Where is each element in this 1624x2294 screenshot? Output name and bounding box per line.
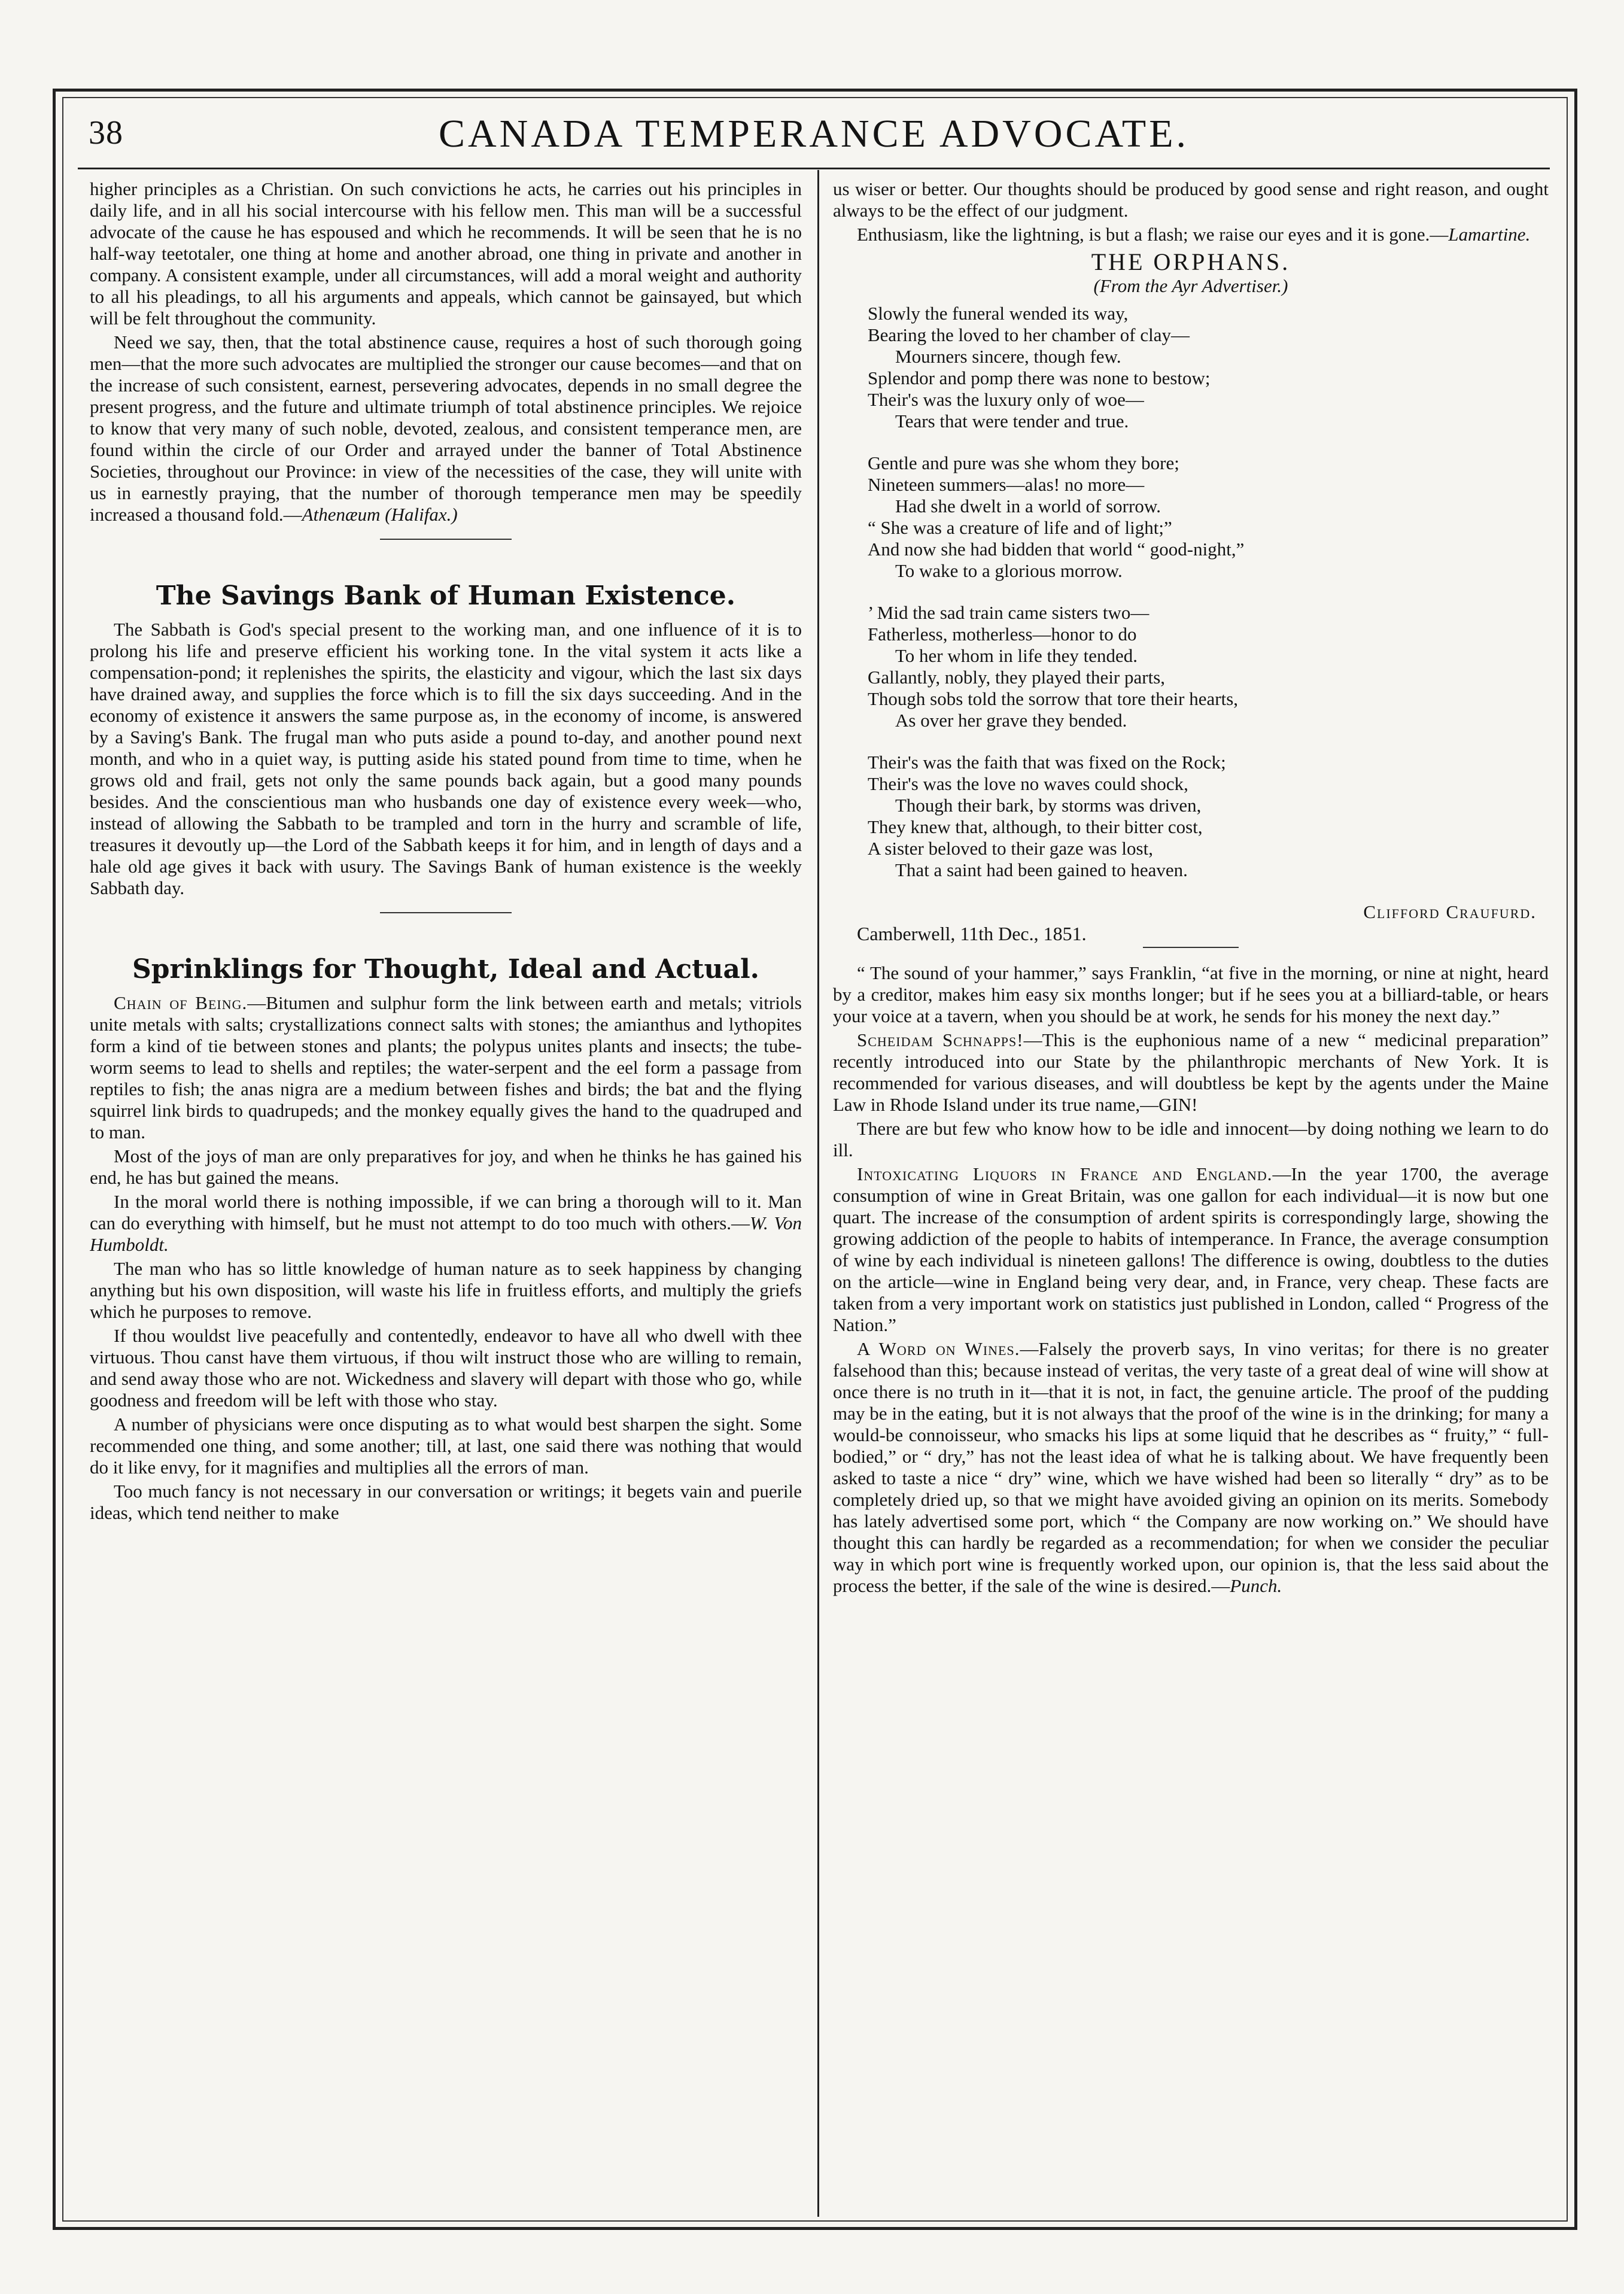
savings-bank-paragraph: The Sabbath is God's special present to the working man, and one influence of it is to prolong his life and preserve efficient his working tone. In the vital system it acts like a compensation-pond; it replenishes the spirits, the elasticity and vigour, which the last six days have drained away, and supplies the force which is to fill the six days succeeding. And in the economy of existence it answers the same purpose as, in the economy of income, is answered by a Saving's Bank. The frugal man who puts aside a pound to-day, and another pound next month, and who in a quiet way, is putting aside his stated pound from time to time, when he grows old and frail, gets not only the same pounds back again, but a good many pounds besides. And the conscientious man who husbands one day of existence every week—who, instead of allowing the Sabbath to be trampled and torn in the hurry and scramble of life, treasures it devoutly up—the Lord of the Sabbath keeps it for him, and in length of days and a hale old age gives it back with usury. The Savings Bank of human existence is the weekly Sabbath day. <box>90 619 802 898</box>
left-column <box>90 178 802 2213</box>
masthead <box>78 101 1550 166</box>
paragraph-text: In the moral world there is nothing impossible, if we can bring a thorough will to it. Man can do everything with himself, but he must not attempt to do too much with others.— <box>90 1191 802 1233</box>
sprinklings-heading: Sprinklings for Thought, Ideal and Actual. <box>132 954 759 985</box>
article-paragraph <box>90 332 802 525</box>
poem-line: Gallantly, nobly, they played their parts, <box>868 667 1166 688</box>
poem-line: Their's was the luxury only of woe— <box>868 389 1144 410</box>
source-attribution: Lamartine. <box>1448 224 1531 245</box>
poem-line: Tears that were tender and true. <box>895 411 1129 432</box>
poem-line: Splendor and pomp there was none to bestow; <box>868 367 1211 388</box>
poem-line: As over her grave they bended. <box>895 710 1127 731</box>
poem-line: “ She was a creature of life and of light;” <box>868 517 1172 538</box>
source-attribution: Athenæum (Halifax.) <box>302 504 458 525</box>
source-attribution: Punch. <box>1230 1575 1282 1596</box>
sprinkling-paragraph: A number of physicians were once disputing as to what would best sharpen the sight. Some recommended one thing, and some another; till, at last, one said there was nothing that would do it like envy, for it magnifies and multiplies all the errors of man. <box>90 1414 802 1478</box>
paragraph-text: —In the year 1700, the average consumption of wine in Great Britain, was one gallon for each individual—it is now but one quart. The increase of the consumption of ardent spirits is correspondingly large, showing the growing addiction of the people to habits of intemperance. In France, the average consumption of wine by each individual is nineteen gallons! The difference is owing, doubtless to the duties on the article—wine in England being very dear, and, in France, very cheap. These facts are taken from a very important work on statistics just published in London, called “ Progress of the Nation.” <box>833 1163 1549 1335</box>
poem-line: Mourners sincere, though few. <box>895 346 1121 367</box>
poem-line: Their's was the faith that was fixed on the Rock; <box>868 752 1226 773</box>
poem-line: To wake to a glorious morrow. <box>895 560 1123 581</box>
poem-line: Bearing the loved to her chamber of clay— <box>868 324 1190 345</box>
enthusiasm-paragraph <box>833 224 1549 245</box>
poem-stanza <box>868 303 1549 432</box>
poem-line: Fatherless, motherless—honor to do <box>868 624 1137 645</box>
paragraph-text: Need we say, then, that the total abstinence cause, requires a host of such thorough going men—that the more such advocates are multiplied the stronger our cause becomes—and that on the increase of such consistent, earnest, persevering advocates, depends in no small degree the present progress, and the future and ultimate triumph of total abstinence principles. We rejoice to know that very many of such noble, devoted, zealous, and consistent temperance men, are found within the circle of our Order and arrayed under the banner of Total Abstinence Societies, throughout our Province: in view of the necessities of the case, they will unite with us in earnestly praying, that the number of thorough temperance men may be speedily increased a thousand fold.— <box>90 332 802 525</box>
poem-line: Though their bark, by storms was driven, <box>895 795 1202 816</box>
paragraph-text: —Bitumen and sulphur form the link between earth and metals; vitriols unite metals with salts; crystallizations connect salts with stones; the amianthus and lythopites form a kind of tie between stones and plants; the polypus unites plants and insects; the tube-worm seems to lead to shells and reptiles; the water-serpent and the eel form a passage from reptiles to fish; the anas nigra are a medium between fishes and birds; the bat and the flying squirrel link birds to quadrupeds; and the monkey equally gives the hand to the quadruped and to man. <box>90 992 802 1143</box>
wines-paragraph <box>833 1338 1549 1597</box>
franklin-paragraph: “ The sound of your hammer,” says Franklin, “at five in the morning, or nine at night, heard by a creditor, makes him easy six months longer; but if he sees you at a billiard-table, or hears your voice at a tavern, when you should be at work, he sends for his money the next day.” <box>833 962 1549 1026</box>
paragraph-text: —Falsely the proverb says, In vino veritas; for there is no greater falsehood than this; because instead of veritas, the very taste of a great deal of wine will show at once there is no truth in it—that it is not, in fact, the genuine article. The proof of the pudding may be in the eating, but it is not always that the proof of the wine is in the drinking; for many a would-be connoisseur, who smacks his lips at some liquid that he describes as “ fruity,” “ full-bodied,” or “ dry,” has not the least idea of what he is talking about. We have frequently been asked to taste a nice “ dry” wine, which we have wished had been so literally “ dry” as to be completely dried up, so that we might have avoided giving an opinion on its merits. Somebody has lately advertised some port, which “ the Company are now working on.” We should have thought this can hardly be regarded as a recommendation; for when we consider the peculiar way in which port wine is frequently worked upon, our opinion is, that the less said about the process the better, if the sale of the wine is desired.— <box>833 1338 1549 1596</box>
sprinkling-paragraph: If thou wouldst live peacefully and contentedly, endeavor to have all who dwell with thee virtuous. Thou canst have them virtuous, if thou wilt instruct those who are willing to remain, and send away those who are not. Wickedness and slavery will depart with those who go, while goodness and freedom will be left with those who stay. <box>90 1325 802 1411</box>
poem-stanza <box>868 752 1549 881</box>
poem-line: And now she had bidden that world “ good-night,” <box>868 539 1245 560</box>
section-divider <box>380 539 512 540</box>
poem-line: Their's was the love no waves could shock, <box>868 773 1188 794</box>
schnapps-paragraph <box>833 1029 1549 1116</box>
paragraph-text: Enthusiasm, like the lightning, is but a flash; we raise our eyes and it is gone.— <box>857 224 1449 245</box>
journal-title: CANADA TEMPERANCE ADVOCATE. <box>438 112 1190 156</box>
continuation-paragraph: us wiser or better. Our thoughts should be produced by good sense and right reason, and ought always to be the effect of our judgment. <box>833 178 1549 221</box>
run-in-heading: A Word on Wines. <box>857 1338 1020 1359</box>
idle-paragraph: There are but few who know how to be idle and innocent—by doing nothing we learn to do ill. <box>833 1118 1549 1160</box>
article-continuation-paragraph: higher principles as a Christian. On such convictions he acts, he carries out his principles in daily life, and in all his social intercourse with his fellow men. This man will be a successful advocate of the cause he has espoused and which he recommends. It will be seen that he is no half-way teetotaler, one thing at home and another abroad, one thing in private and another in company. A consistent example, under all circumstances, will add a moral weight and authority to all his pleadings, to all his arguments and appeals, which cannot be gainsayed, but which will be felt throughout the community. <box>90 178 802 329</box>
chain-of-being-paragraph <box>90 992 802 1143</box>
poem-line: Slowly the funeral wended its way, <box>868 303 1129 324</box>
sprinkling-paragraph: Too much fancy is not necessary in our conversation or writings; it begets vain and puerile ideas, which tend neither to make <box>90 1481 802 1523</box>
column-rule <box>817 170 819 2217</box>
poem-line: ’ Mid the sad train came sisters two— <box>868 602 1149 623</box>
poem-line: They knew that, although, to their bitter cost, <box>868 816 1203 837</box>
section-divider <box>1143 947 1239 948</box>
poem-stanza <box>868 452 1549 582</box>
masthead-rule <box>78 168 1550 169</box>
poem-line: Though sobs told the sorrow that tore their hearts, <box>868 688 1239 709</box>
run-in-heading: Chain of Being. <box>114 992 248 1013</box>
poem-dateline: Camberwell, 11th Dec., 1851. <box>857 923 1087 944</box>
poem-line: That a saint had been gained to heaven. <box>895 859 1188 880</box>
poem-source: (From the Ayr Advertiser.) <box>1093 275 1288 296</box>
paragraph-text: —This is the euphonious name of a new “ medicinal preparation” recently introduced into our State by the philanthropic merchants of New York. It is recommended for various diseases, and will doubtless be kept by the agents under the Maine Law in Rhode Island under its true name,—GIN! <box>833 1029 1549 1115</box>
poem-stanza <box>868 602 1549 731</box>
poem-line: To her whom in life they tended. <box>895 645 1138 666</box>
section-divider <box>380 912 512 913</box>
poem-line: Nineteen summers—alas! no more— <box>868 474 1145 495</box>
run-in-heading: Scheidam Schnapps! <box>857 1029 1024 1050</box>
run-in-heading: Intoxicating Liquors in France and England. <box>857 1163 1273 1184</box>
poem-line: Had she dwelt in a world of sorrow. <box>895 496 1161 516</box>
sprinkling-paragraph: Most of the joys of man are only preparatives for joy, and when he thinks he has gained his end, he has but gained the means. <box>90 1146 802 1188</box>
poem-author: Clifford Craufurd. <box>1363 901 1537 922</box>
liquors-paragraph <box>833 1163 1549 1336</box>
source-attribution: W. Von Humboldt. <box>90 1213 802 1255</box>
poem-line: A sister beloved to their gaze was lost, <box>868 838 1153 859</box>
sprinkling-paragraph <box>90 1191 802 1256</box>
sprinkling-paragraph: The man who has so little knowledge of human nature as to seek happiness by changing anything but his own disposition, will waste his life in fruitless efforts, and multiply the griefs which he purposes to remove. <box>90 1258 802 1322</box>
savings-bank-heading: The Savings Bank of Human Existence. <box>156 581 736 611</box>
right-column <box>833 178 1549 2213</box>
page-number: 38 <box>89 114 123 151</box>
poem-title: THE ORPHANS. <box>1091 248 1291 275</box>
poem-line: Gentle and pure was she whom they bore; <box>868 452 1179 473</box>
